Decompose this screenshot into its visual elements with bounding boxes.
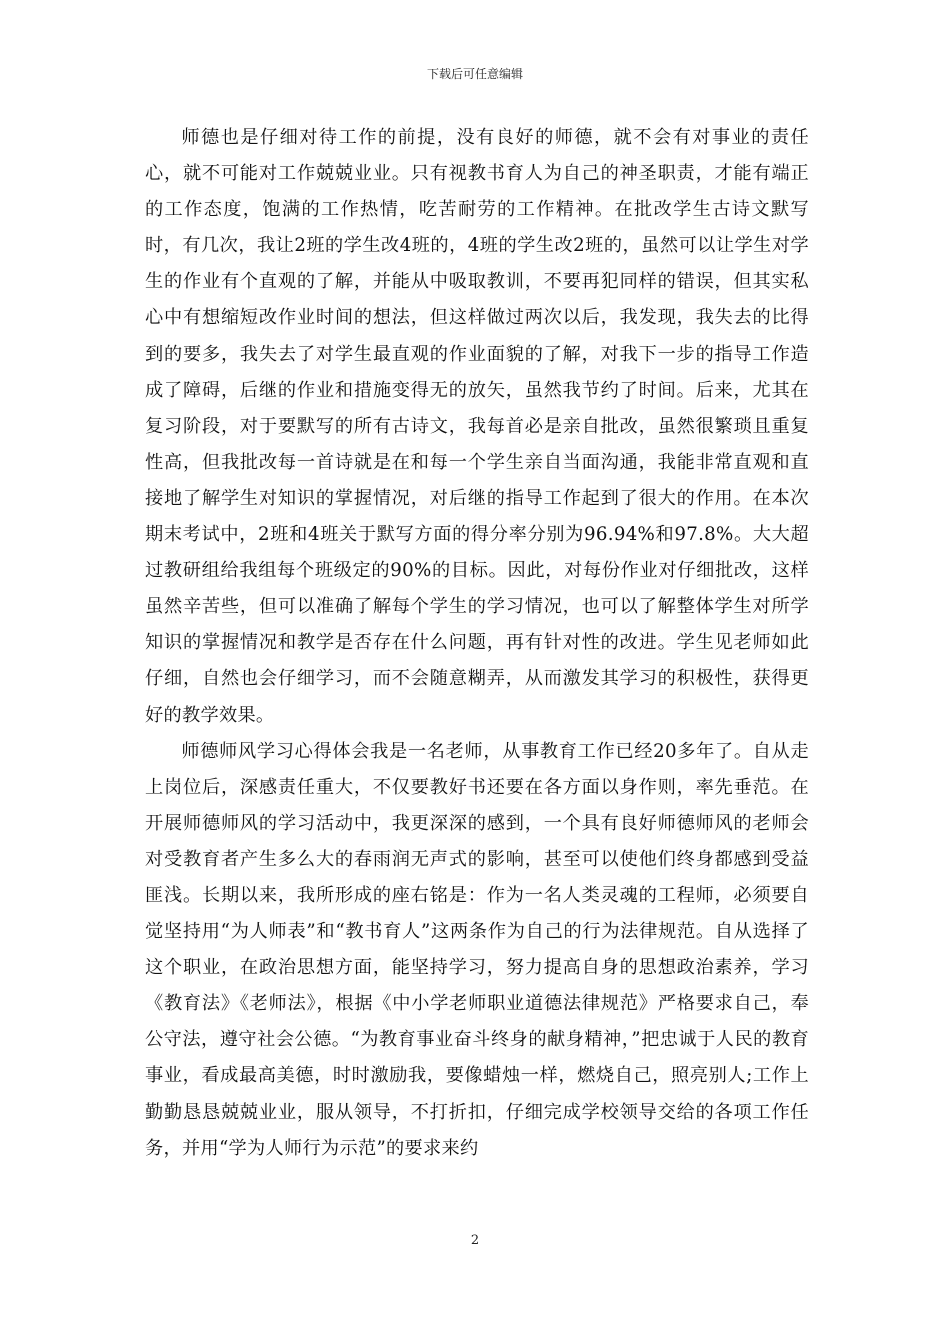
paragraph-2: 师德师风学习心得体会我是一名老师，从事教育工作已经20多年了。自从走上岗位后，深感责任重大，不仅要教好书还要在各方面以身作则，率先垂范。在开展师德师风的学习活动中，我更深深的感到，一个具有良好师德师风的老师会对受教育者产生多么大的春雨润无声式的影响，甚至可以使他们终身都感到受益匪浅。长期以来，我所形成的座右铭是：作为一名人类灵魂的工程师，必须要自觉坚持用“为人师表”和“教书育人”这两条作为自己的行为法律规范。自从选择了这个职业，在政治思想方面，能坚持学习，努力提高自身的思想政治素养，学习《教育法》《老师法》，根据《中小学老师职业道德法律规范》严格要求自己，奉公守法，遵守社会公德。“为教育事业奋斗终身的献身精神，”把忠诚于人民的教育事业，看成最高美德，时时激励我，要像蜡烛一样，燃烧自己，照亮别人;工作上勤勤恳恳兢兢业业，服从领导，不打折扣，仔细完成学校领导交给的各项工作任务，并用“学为人师行为示范”的要求来约: [145, 740, 809, 1159]
page-header: 下载后可任意编辑: [426, 67, 523, 81]
page-number: 2: [470, 1233, 480, 1248]
document-body: [145, 120, 809, 1167]
paragraph-1: 师德也是仔细对待工作的前提，没有良好的师德，就不会有对事业的责任心，就不可能对工作兢兢业业。只有视教书育人为自己的神圣职责，才能有端正的工作态度，饱满的工作热情，吃苦耐劳的工作精神。在批改学生古诗文默写时，有几次，我让2班的学生改4班的，4班的学生改2班的，虽然可以让学生对学生的作业有个直观的了解，并能从中吸取教训，不要再犯同样的错误，但其实私心中有想缩短改作业时间的想法，但这样做过两次以后，我发现，我失去的比得到的要多，我失去了对学生最直观的作业面貌的了解，对我下一步的指导工作造成了障碍，后继的作业和措施变得无的放矢，虽然我节约了时间。后来，尤其在复习阶段，对于要默写的所有古诗文，我每首必是亲自批改，虽然很繁琐且重复性高，但我批改每一首诗就是在和每一个学生亲自当面沟通，我能非常直观和直接地了解学生对知识的掌握情况，对后继的指导工作起到了很大的作用。在本次期末考试中，2班和4班关于默写方面的得分率分别为96.94%和97.8%。大大超过教研组给我组每个班级定的90%的目标。因此，对每份作业对仔细批改，这样虽然辛苦些，但可以准确了解每个学生的学习情况，也可以了解整体学生对所学知识的掌握情况和教学是否存在什么问题，再有针对性的改进。学生见老师如此仔细，自然也会仔细学习，而不会随意糊弄，从而激发其学习的积极性，获得更好的教学效果。: [145, 127, 809, 726]
